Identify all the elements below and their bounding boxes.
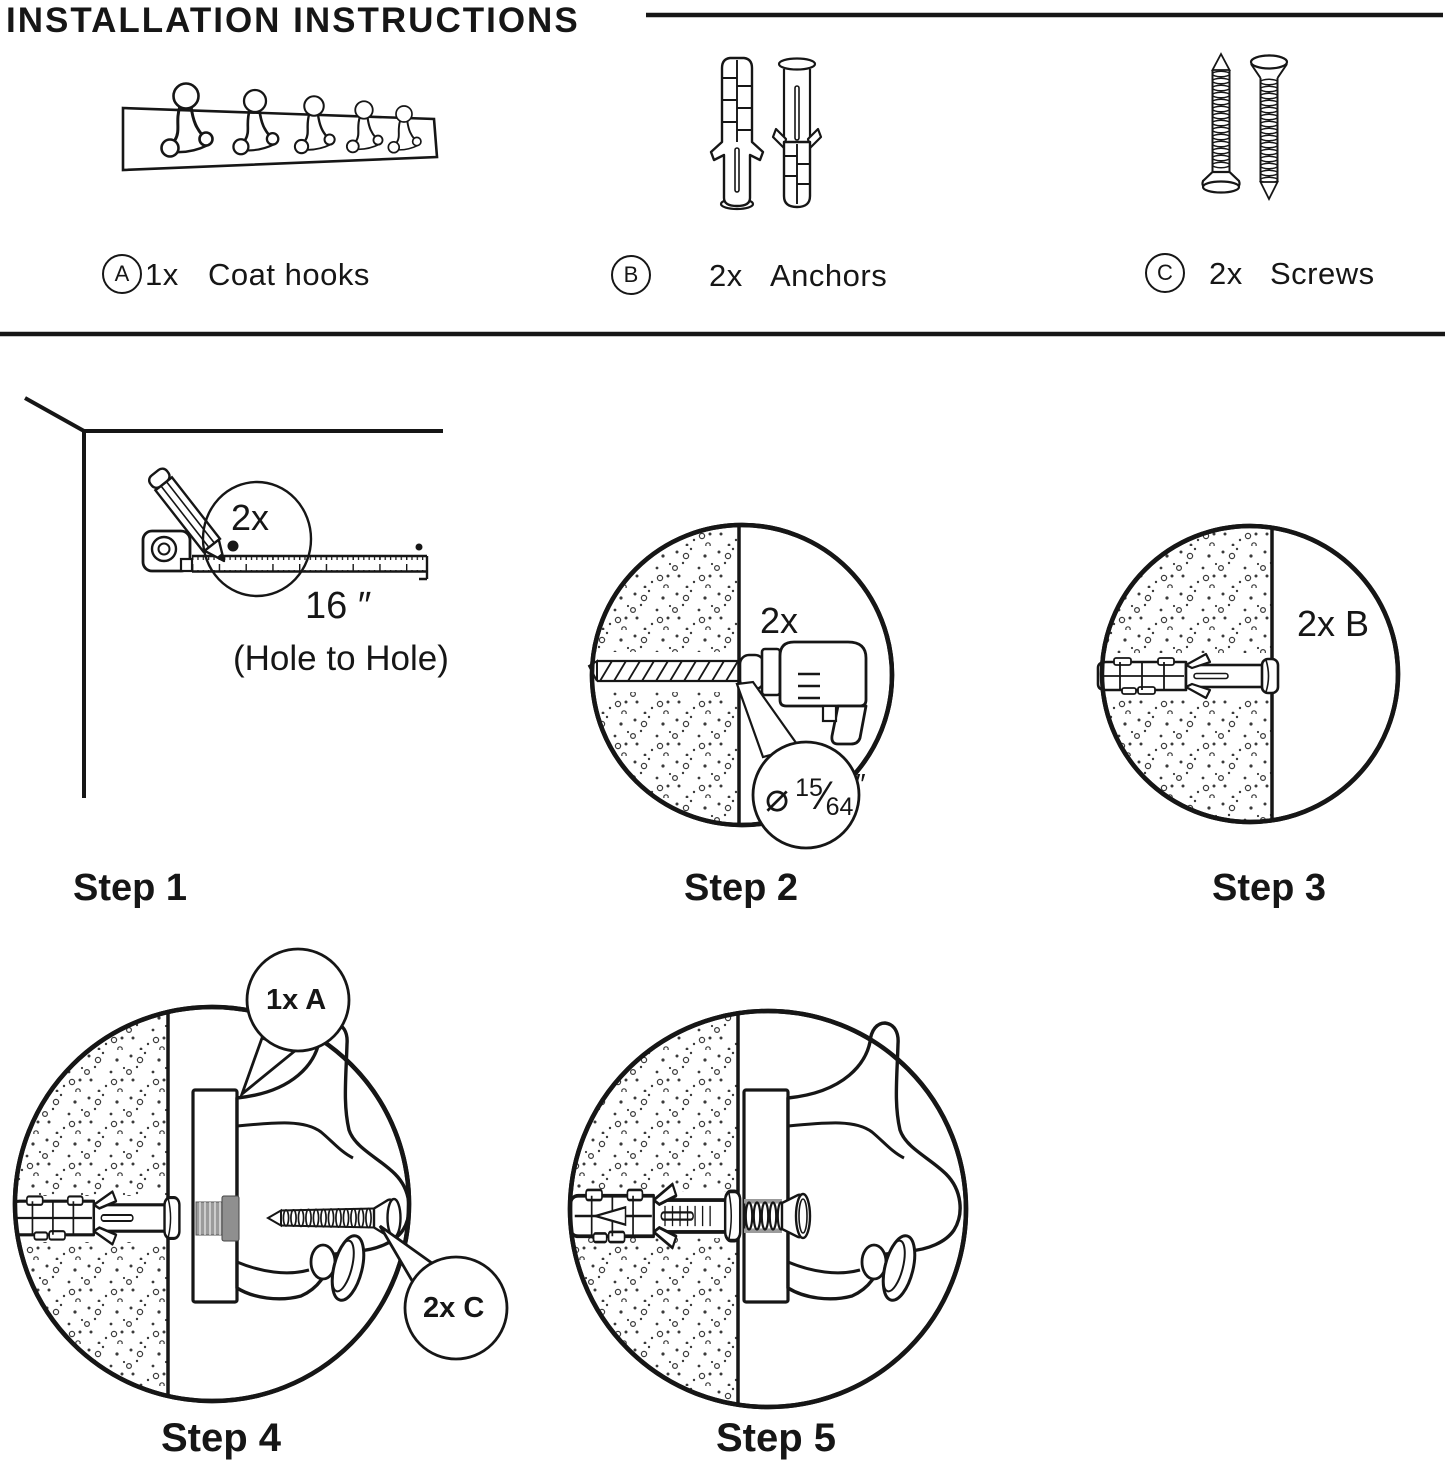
step4-label: Step 4 [161,1416,282,1460]
mark-dot-right [416,544,423,551]
page-title: INSTALLATION INSTRUCTIONS [6,1,580,40]
part-b-qty: 2x [709,258,743,293]
part-a-qty: 1x [145,257,179,292]
coat-hooks-illustration [123,84,437,171]
step1-illustration [25,398,443,798]
part-a-badge: A [102,254,142,294]
step4-screws-callout: 2x C [423,1292,485,1324]
diameter-symbol: ⌀ [765,776,790,820]
step4-hooks-callout: 1x A [266,984,327,1016]
screws-illustration [1203,54,1288,199]
part-a-name: Coat hooks [208,257,370,292]
step3-label: Step 3 [1212,867,1327,909]
step5-label: Step 5 [716,1416,837,1460]
anchors-illustration [711,58,821,209]
step2-holes-count: 2x [760,600,799,641]
step5-illustration [570,1011,966,1408]
part-b-name: Anchors [770,258,888,293]
step3-illustration [1098,525,1398,824]
tape-measure-icon [143,531,427,579]
part-b-badge: B [611,255,651,295]
screw-through-plate [196,1196,239,1241]
wall-corner-lines [25,398,443,798]
step1-distance-note: (Hole to Hole) [233,639,449,678]
mark-dot-left [228,541,239,552]
part-c-badge: C [1145,253,1185,293]
step4-illustration [12,949,507,1402]
part-c-qty: 2x [1209,256,1243,291]
part-c-name: Screws [1270,256,1375,291]
step2-label: Step 2 [684,867,799,909]
screw-installed-icon [744,1194,810,1238]
step1-label: Step 1 [73,867,188,909]
step2-drill-diameter: ⌀ 15⁄64″ [765,769,866,821]
step1-distance: 16 ″ [305,585,372,627]
step1-marks-count: 2x [231,497,270,538]
step3-anchor-callout: 2x B [1297,603,1370,644]
